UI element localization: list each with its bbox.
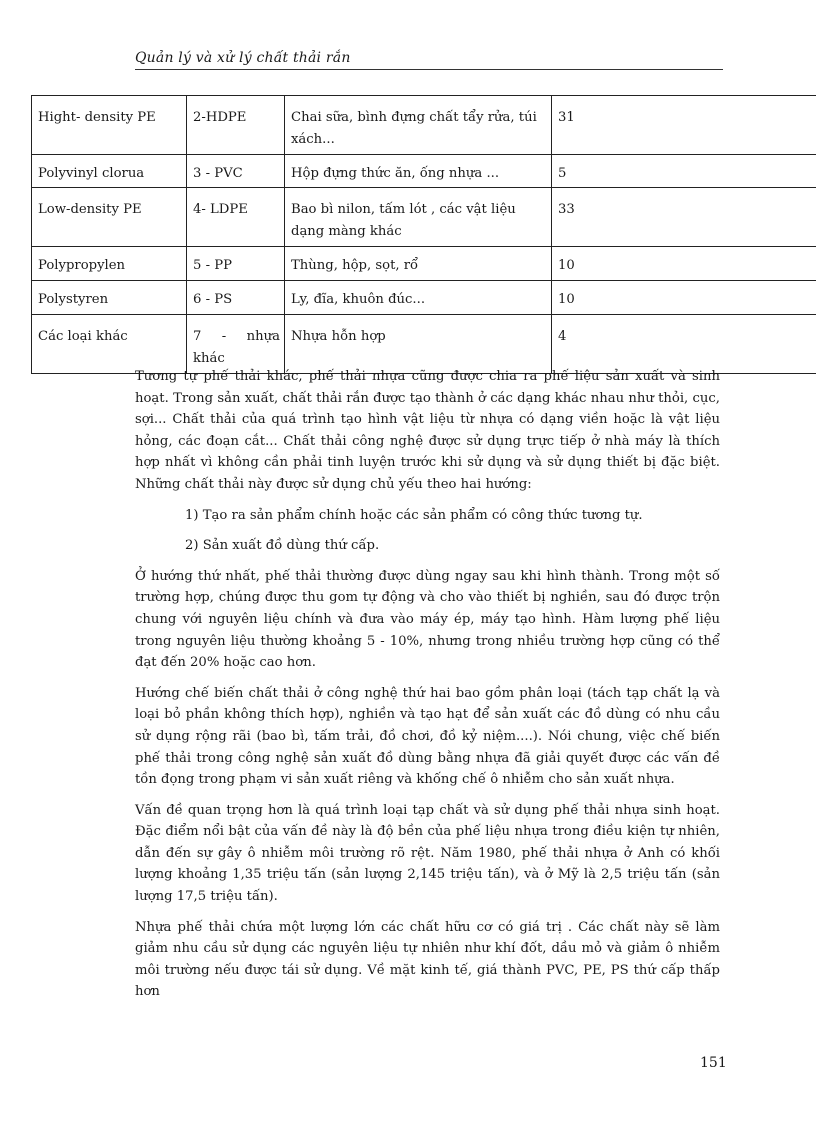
paragraph: Hướng chế biến chất thải ở công nghệ thứ hai bao gồm phân loại (tách tạp chất lạ và loại bỏ phần không thích hợp), nghiền và tạo hạt để sản xuất các đồ dùng có nhu cầu sử dụng rộng rãi (bao bì, tấm trải, đồ chơi, đồ kỷ niệm....). Nói chung, việc chế biến phế thải trong công nghệ sản xuất đồ dùng bằng nhựa đã giải quyết được các vấn đề tồn đọng trong phạm vi sản xuất riêng và khống chế ô nhiễm cho sản xuất nhựa. xyxy=(135,685,720,788)
cell-code xyxy=(187,315,285,374)
cell-name: Low-density PE xyxy=(32,188,187,247)
cell-code-first-line xyxy=(193,326,280,348)
table-row xyxy=(32,96,816,155)
cell-value: 31 xyxy=(552,96,816,155)
cell-code: 2-HDPE xyxy=(187,96,285,155)
cell-uses: Hộp đựng thức ăn, ống nhựa ... xyxy=(285,155,552,188)
cell-uses: Nhựa hỗn hợp xyxy=(285,315,552,374)
body-text xyxy=(135,366,720,1012)
page-number: 151 xyxy=(700,1055,727,1071)
cell-name: Hight- density PE xyxy=(32,96,187,155)
cell-code-second-line: khác xyxy=(193,351,225,366)
cell-name: Các loại khác xyxy=(32,315,187,374)
cell-code-number: 7 xyxy=(193,329,202,344)
running-header: Quản lý và xử lý chất thải rắn xyxy=(135,50,351,66)
numbered-list xyxy=(135,505,720,557)
cell-name: Polyvinyl clorua xyxy=(32,155,187,188)
list-item: 2) Sản xuất đồ dùng thứ cấp. xyxy=(185,538,380,554)
cell-code: 5 - PP xyxy=(187,247,285,281)
plastics-table xyxy=(31,95,816,374)
cell-value: 4 xyxy=(552,315,816,374)
table-row xyxy=(32,155,816,188)
cell-code: 3 - PVC xyxy=(187,155,285,188)
paragraph: Vấn đề quan trọng hơn là quá trình loại tạp chất và sử dụng phế thải nhựa sinh hoạt. Đặc điểm nổi bật của vấn đề này là độ bền của phế liệu nhựa trong điều kiện tự nhiên, dẫn đến sự gây ô nhiễm môi trường rõ rệt. Năm 1980, phế thải nhựa ở Anh có khối lượng khoảng 1,35 triệu tấn (sản lượng 2,145 triệu tấn), và ở Mỹ là 2,5 triệu tấn (sản lượng 17,5 triệu tấn). xyxy=(135,802,720,905)
cell-code: 6 - PS xyxy=(187,281,285,315)
cell-uses: Ly, đĩa, khuôn đúc... xyxy=(285,281,552,315)
cell-name: Polypropylen xyxy=(32,247,187,281)
list-item: 1) Tạo ra sản phẩm chính hoặc các sản phẩm có công thức tương tự. xyxy=(185,507,643,523)
cell-code-dash: - xyxy=(221,329,227,344)
cell-code-word: nhựa xyxy=(246,329,280,344)
cell-name: Polystyren xyxy=(32,281,187,315)
header-rule xyxy=(135,69,723,70)
cell-value: 10 xyxy=(552,247,816,281)
paragraph: Ở hướng thứ nhất, phế thải thường được dùng ngay sau khi hình thành. Trong một số trường hợp, chúng được thu gom tự động và cho vào thiết bị nghiền, sau đó được trộn chung với nguyên liệu chính và đưa vào máy ép, máy tạo hình. Hàm lượng phế liệu trong nguyên liệu thường khoảng 5 - 10%, nhưng trong nhiều trường hợp cũng có thể đạt đến 20% hoặc cao hơn. xyxy=(135,568,720,671)
cell-uses: Thùng, hộp, sọt, rổ xyxy=(285,247,552,281)
paragraph: Nhựa phế thải chứa một lượng lớn các chất hữu cơ có giá trị . Các chất này sẽ làm giảm nhu cầu sử dụng các nguyên liệu tự nhiên như khí đốt, dầu mỏ và giảm ô nhiễm môi trường nếu được tái sử dụng. Về mặt kinh tế, giá thành PVC, PE, PS thứ cấp thấp hơn xyxy=(135,919,720,1000)
table-row xyxy=(32,315,816,374)
table-row xyxy=(32,281,816,315)
cell-uses: Bao bì nilon, tấm lót , các vật liệu dạng màng khác xyxy=(285,188,552,247)
table-row xyxy=(32,247,816,281)
cell-value: 5 xyxy=(552,155,816,188)
paragraph: Tương tự phế thải khác, phế thải nhựa cũng được chia ra phế liệu sản xuất và sinh hoạt. Trong sản xuất, chất thải rắn được tạo thành ở các dạng khác nhau như thỏi, cục, sợi... Chất thải của quá trình tạo hình vật liệu từ nhựa có dạng viền hoặc là vật liệu hỏng, các đoạn cắt... Chất thải công nghệ được sử dụng trực tiếp ở nhà máy là thích hợp nhất vì không cần phải tinh luyện trước khi sử dụng và sử dụng thiết bị đặc biệt. Những chất thải này được sử dụng chủ yếu theo hai hướng: xyxy=(135,369,720,492)
cell-code: 4- LDPE xyxy=(187,188,285,247)
cell-uses: Chai sữa, bình đựng chất tẩy rửa, túi xách... xyxy=(285,96,552,155)
table-row xyxy=(32,188,816,247)
cell-value: 10 xyxy=(552,281,816,315)
cell-value: 33 xyxy=(552,188,816,247)
